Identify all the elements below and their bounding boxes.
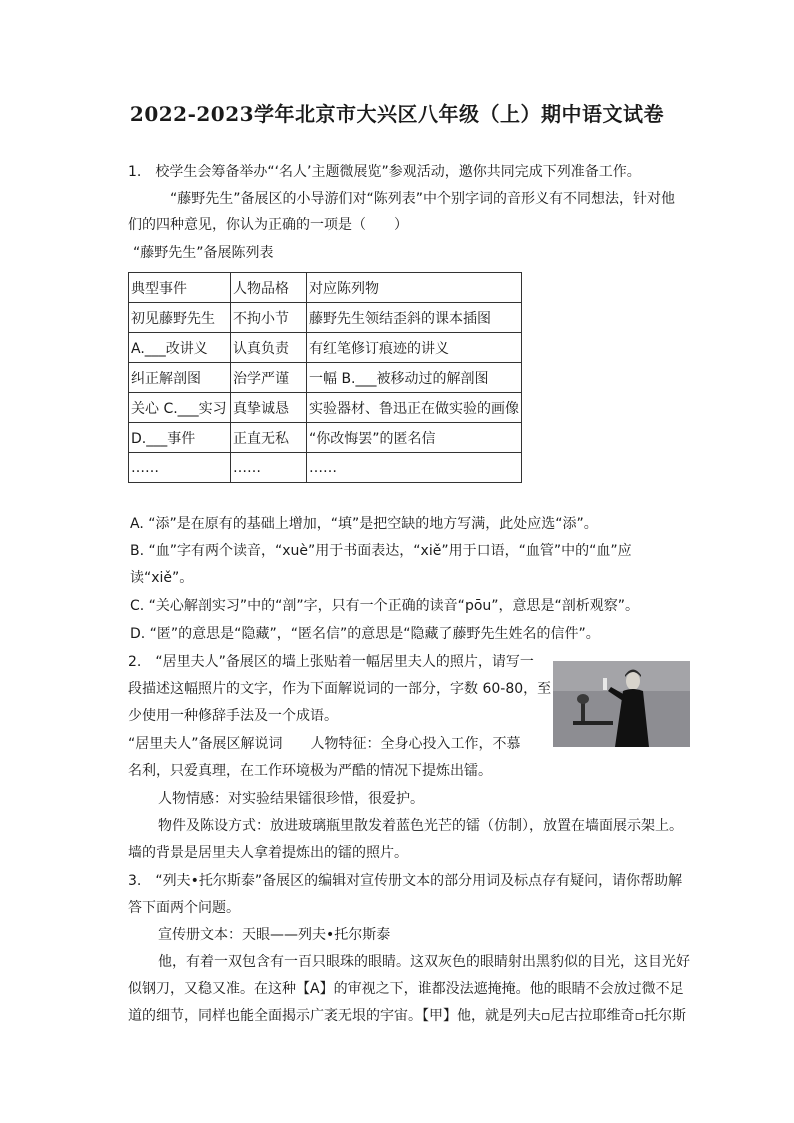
table-cell: 实验器材、鲁迅正在做实验的画像 <box>307 393 522 423</box>
table-cell: A.___改讲义 <box>129 333 231 363</box>
q2-line1: 2. “居里夫人”备展区的墙上张贴着一幅居里夫人的照片，请写一 <box>128 654 534 670</box>
q3-line3: 宣传册文本：天眼——列夫•托尔斯泰 <box>158 927 391 943</box>
table-cell: …… <box>129 453 231 483</box>
table-row <box>129 273 522 303</box>
table-row <box>129 393 522 423</box>
table-cell: “你改悔罢”的匿名信 <box>307 423 522 453</box>
table-cell: …… <box>231 453 307 483</box>
table-cell: 有红笔修订痕迹的讲义 <box>307 333 522 363</box>
q2-line5: 名利，只爱真理，在工作环境极为严酷的情况下提炼出镭。 <box>128 763 492 779</box>
q2-line6: 人物情感：对实验结果镭很珍惜，很爱护。 <box>158 791 424 807</box>
exhibit-table <box>128 272 522 483</box>
q2-line4: “居里夫人”备展区解说词 人物特征：全身心投入工作，不慕 <box>128 736 521 752</box>
table-row <box>129 363 522 393</box>
q3-line1: 3. “列夫•托尔斯泰”备展区的编辑对宣传册文本的部分用词及标点存有疑问，请你帮助解 <box>128 873 683 889</box>
table-cell: 对应陈列物 <box>307 273 522 303</box>
exam-title: 2022-2023学年北京市大兴区八年级（上）期中语文试卷 <box>129 102 665 126</box>
table-cell: 藤野先生领结歪斜的课本插图 <box>307 303 522 333</box>
table-cell: …… <box>307 453 522 483</box>
q1-stem-line2: “藤野先生”备展区的小导游们对“陈列表”中个别字词的音形义有不同想法，针对他 <box>170 191 676 207</box>
table-row <box>129 333 522 363</box>
table-cell: 人物品格 <box>231 273 307 303</box>
table-cell: 初见藤野先生 <box>129 303 231 333</box>
table-cell: 典型事件 <box>129 273 231 303</box>
marie-curie-photo <box>553 661 690 747</box>
q3-line4: 他，有着一双包含有一百只眼珠的眼睛。这双灰色的眼睛射出黑豹似的目光，这目光好 <box>158 954 690 970</box>
table-cell: 关心 C.___实习 <box>129 393 231 423</box>
q2-line7: 物件及陈设方式：放进玻璃瓶里散发着蓝色光芒的镭（仿制），放置在墙面展示架上。 <box>158 818 683 834</box>
table-cell: 认真负责 <box>231 333 307 363</box>
option-c: C. “关心解剖实习”中的“剖”字，只有一个正确的读音“pōu”，意思是“剖析观察”。 <box>130 598 640 614</box>
q2-line8: 墙的背景是居里夫人拿着提炼出的镭的照片。 <box>128 845 408 861</box>
option-b-line2: 读“xiě”。 <box>130 570 194 586</box>
table-caption: “藤野先生”备展陈列表 <box>133 245 274 261</box>
q3-line6: 道的细节，同样也能全面揭示广袤无垠的宇宙。【甲】他，就是列夫▫尼古拉耶维奇▫托尔斯 <box>128 1008 686 1024</box>
table-cell: 一幅 B.___被移动过的解剖图 <box>307 363 522 393</box>
q2-line2: 段描述这幅照片的文字，作为下面解说词的一部分，字数 60-80，至 <box>128 681 552 697</box>
table-cell: 正直无私 <box>231 423 307 453</box>
option-d: D. “匿”的意思是“隐藏”，“匿名信”的意思是“隐藏了藤野先生姓名的信件”。 <box>130 626 600 642</box>
q1-stem-line3: 们的四种意见，你认为正确的一项是（ ） <box>128 217 408 233</box>
q1-stem-line1: 1. 校学生会筹备举办“‘名人’主题微展览”参观活动，邀你共同完成下列准备工作。 <box>128 164 641 180</box>
table-cell: 真挚诚恳 <box>231 393 307 423</box>
q3-line5: 似钢刀，又稳又准。在这种【A】的审视之下，谁都没法遮掩掩。他的眼睛不会放过微不足 <box>128 981 684 997</box>
table-cell: 纠正解剖图 <box>129 363 231 393</box>
table-cell: 治学严谨 <box>231 363 307 393</box>
q3-line2: 答下面两个问题。 <box>128 900 240 916</box>
q2-line3: 少使用一种修辞手法及一个成语。 <box>128 708 338 724</box>
table-row <box>129 453 522 483</box>
option-b-line1: B. “血”字有两个读音，“xuè”用于书面表达，“xiě”用于口语，“血管”中的“血”应 <box>130 543 632 559</box>
table-cell: 不拘小节 <box>231 303 307 333</box>
table-row <box>129 303 522 333</box>
table-row <box>129 423 522 453</box>
option-a: A. “添”是在原有的基础上增加，“填”是把空缺的地方写满，此处应选“添”。 <box>130 516 598 532</box>
portrait-illustration <box>553 661 690 747</box>
table-cell: D.___事件 <box>129 423 231 453</box>
